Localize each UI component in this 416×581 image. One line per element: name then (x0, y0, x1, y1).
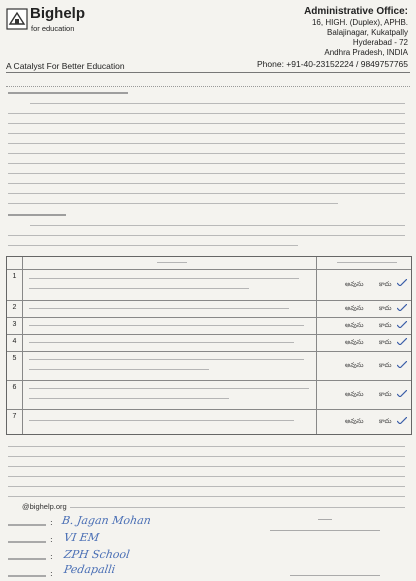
field-label-student-name (8, 524, 46, 526)
office-title: Administrative Office: (304, 6, 408, 17)
salutation-line-student (8, 214, 66, 216)
table-row (7, 317, 411, 334)
field-label-village (8, 575, 46, 577)
checkmark-icon (397, 279, 407, 286)
checkmark-icon (397, 338, 407, 345)
answer-yes[interactable]: అవును (345, 281, 364, 288)
answer-no[interactable]: కాదు (379, 339, 392, 346)
row-number: 1 (7, 270, 23, 300)
row-number: 6 (7, 381, 23, 409)
signature-caption-line (270, 530, 380, 531)
questionnaire-table (6, 256, 412, 435)
field-label-school (8, 558, 46, 560)
row-number: 2 (7, 301, 23, 317)
answer-no[interactable]: కాదు (379, 322, 392, 329)
office-address-block (257, 5, 408, 69)
office-address-line: 16, HIGH. (Duplex), APHB. (311, 18, 408, 27)
header-divider-dotted (6, 86, 410, 87)
village-field[interactable]: Pedapalli (63, 563, 117, 576)
tagline: A Catalyst For Better Education (6, 61, 125, 71)
checkmark-icon (397, 321, 407, 328)
office-phone: Phone: +91-40-23152224 / 9849757765 (256, 59, 408, 69)
row-number: 7 (7, 410, 23, 434)
office-address-line: Hyderabad - 72 (352, 38, 408, 47)
school-field[interactable]: ZPH School (63, 548, 131, 561)
survey-form-page: Bighelp for education A Catalyst For Better Education Administrative Office: 16, HIGH. (Duplex), APHB. Balajinagar, Kukatpally Hyderabad - 72 Andhra Pradesh, INDIA Phone: +91-40-23152224 / 9849757765 1 అవును కాదు 2 అవును కాదు 3 అవును కాదు 4 అవును కాదు 5 అవును కాదు 6 అవును కాదు 7 అవును కాదు @bighelp.org : B. Jagan Mohan : VI EM : ZPH School : Pedapalli (0, 0, 416, 581)
salutation-line (8, 92, 128, 94)
table-row (7, 300, 411, 317)
student-name-field[interactable]: B. Jagan Mohan (61, 514, 152, 527)
header-divider (6, 72, 410, 73)
checkmark-icon (397, 304, 407, 311)
field-label-class (8, 541, 46, 543)
website-link[interactable]: @bighelp.org (22, 502, 67, 511)
brand-name: Bighelp (30, 5, 85, 22)
table-row (7, 351, 411, 380)
row-number: 3 (7, 318, 23, 334)
checkmark-icon (397, 417, 407, 424)
answer-no[interactable]: కాదు (379, 418, 392, 425)
answer-yes[interactable]: అవును (345, 418, 364, 425)
table-header-row (7, 257, 411, 269)
row-number: 5 (7, 352, 23, 380)
answer-yes[interactable]: అవును (345, 391, 364, 398)
checkmark-icon (397, 361, 407, 368)
office-address-line: Balajinagar, Kukatpally (327, 28, 408, 37)
answer-no[interactable]: కాదు (379, 281, 392, 288)
answer-no[interactable]: కాదు (379, 391, 392, 398)
founder-caption-line (290, 575, 380, 576)
table-row (7, 409, 411, 434)
bighelp-logo-icon (6, 8, 28, 30)
answer-no[interactable]: కాదు (379, 362, 392, 369)
brand-subtitle: for education (31, 24, 75, 33)
row-number: 4 (7, 335, 23, 351)
checkmark-icon (397, 390, 407, 397)
table-row (7, 334, 411, 351)
table-row (7, 380, 411, 409)
office-address-line: Andhra Pradesh, INDIA (324, 48, 408, 57)
answer-yes[interactable]: అవును (345, 322, 364, 329)
answer-no[interactable]: కాదు (379, 305, 392, 312)
signature-mark (318, 519, 332, 520)
answer-yes[interactable]: అవును (345, 339, 364, 346)
answer-yes[interactable]: అవును (345, 305, 364, 312)
answer-yes[interactable]: అవును (345, 362, 364, 369)
student-class-field[interactable]: VI EM (63, 531, 101, 544)
table-row (7, 269, 411, 300)
